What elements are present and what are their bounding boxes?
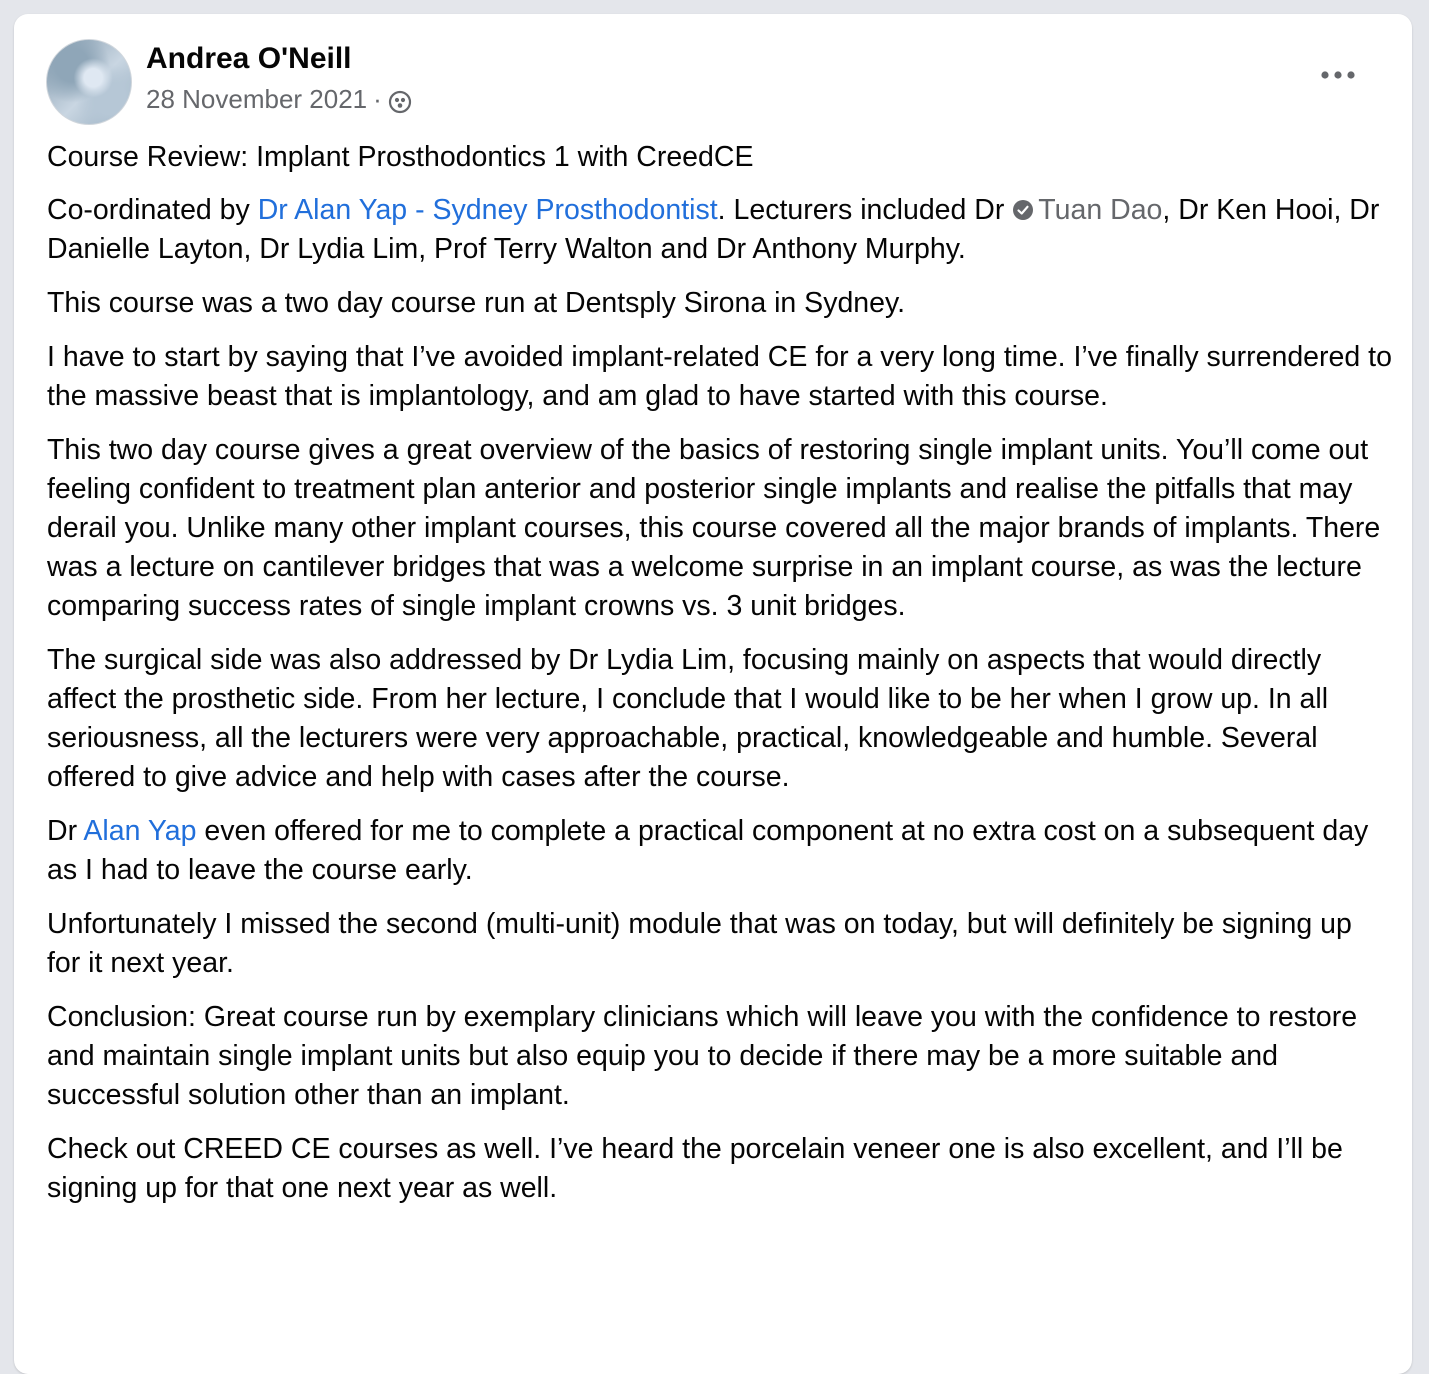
group-icon[interactable] (388, 90, 412, 114)
post-meta (146, 84, 412, 115)
link-alan-yap-page[interactable]: Dr Alan Yap - Sydney Prosthodontist (257, 194, 718, 226)
post-title-line: Course Review: Implant Prosthodontics 1 with CreedCE (47, 141, 754, 173)
more-options-button[interactable] (1318, 58, 1358, 92)
post-paragraph: This course was a two day course run at Dentsply Sirona in Sydney. (47, 287, 906, 319)
meta-separator: · (373, 84, 382, 114)
link-alan-yap[interactable]: Alan Yap (83, 815, 197, 847)
more-horizontal-icon (1318, 70, 1358, 80)
post-paragraph: Unfortunately I missed the second (multi-unit) module that was on today, but will definitely be signing up for it next year. (47, 908, 1352, 979)
post-paragraph: The surgical side was also addressed by Dr Lydia Lim, focusing mainly on aspects that would directly affect the prosthetic side. From her lecture, I conclude that I would like to be her when I grow up. In all seriousness, all the lecturers were very approachable, practical, knowledgeable and humble. Several offered to give advice and help with cases after the course. (47, 644, 1329, 793)
avatar[interactable] (46, 39, 132, 125)
verified-badge-icon (1012, 193, 1034, 215)
text-span: Co-ordinated by (47, 194, 258, 226)
text-span: . Lecturers included Dr (717, 194, 1013, 226)
post-paragraph: Check out CREED CE courses as well. I’ve heard the porcelain veneer one is also excellent, and I’ll be signing up for that one next year as well. (47, 1133, 1343, 1204)
post-paragraph: Conclusion: Great course run by exemplary clinicians which will leave you with the confidence to restore and maintain single implant units but also equip you to decide if there may be a more suitable and successful solution other than an implant. (47, 1001, 1358, 1111)
text-span: , Dr Ken Hooi, Dr Danielle Layton, Dr Lydia Lim, Prof Terry Walton and Dr Anthony Murphy. (47, 194, 1380, 265)
post-paragraph (47, 191, 1392, 269)
text-span: even offered for me to complete a practical component at no extra cost on a subsequent day as I had to leave the course early. (47, 815, 1369, 886)
post-paragraph: This two day course gives a great overview of the basics of restoring single implant units. You’ll come out feeling confident to treatment plan anterior and posterior single implants and realise the pitfalls that may derail you. Unlike many other implant courses, this course covered all the major brands of implants. There was a lecture on cantilever bridges that was a welcome surprise in an implant course, as was the lecture comparing success rates of single implant crowns vs. 3 unit bridges. (47, 434, 1381, 622)
text-span: Dr (47, 815, 84, 847)
mention-tuan-dao[interactable] (1012, 194, 1162, 226)
post-paragraph (47, 812, 1392, 890)
mention-name: Tuan Dao (1038, 194, 1163, 226)
post-author[interactable]: Andrea O'Neill (146, 42, 352, 75)
post-paragraph: I have to start by saying that I’ve avoided implant-related CE for a very long time. I’ve finally surrendered to the massive beast that is implantology, and am glad to have started with this course. (47, 341, 1392, 412)
post-date[interactable]: 28 November 2021 (146, 84, 368, 114)
post-body (47, 138, 1392, 1223)
post-card (14, 14, 1412, 1374)
